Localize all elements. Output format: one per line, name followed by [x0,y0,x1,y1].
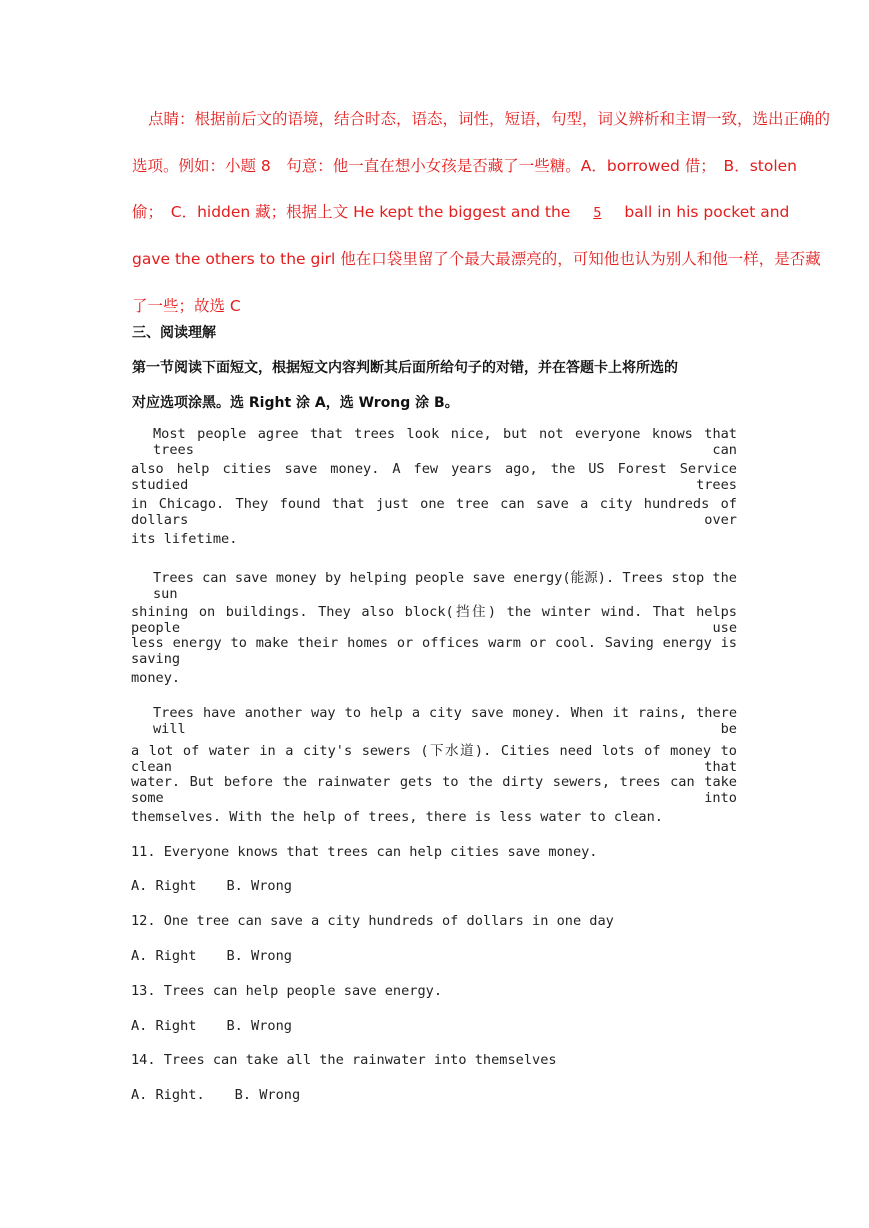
question-12-option-a[interactable]: A. Right [131,948,197,964]
question-11-option-b[interactable]: B. Wrong [226,878,292,894]
question-13: 13. Trees can help people save energy. [131,983,442,999]
note-line-3-post: ball in his pocket and [624,203,790,221]
question-14-option-b[interactable]: B. Wrong [234,1087,301,1103]
question-12: 12. One tree can save a city hundreds of dollars in one day [131,913,614,929]
passage-line-9: Trees have another way to help a city save money. When it rains, there will be [153,705,737,737]
passage-line-5: Trees can save money by helping people save energy(能源). Trees stop the sun [153,570,737,602]
note-line-1: 点睛：根据前后文的语境，结合时态，语态，词性，短语，句型，词义辨析和主谓一致，选出正确的 [148,110,831,128]
note-blank: 5 [593,206,602,221]
question-14: 14. Trees can take all the rainwater into themselves [131,1052,557,1068]
passage-line-6: shining on buildings. They also block(挡住) the winter wind. That helps people use [131,604,737,636]
passage-line-11: water. But before the rainwater gets to the dirty sewers, trees can take some into [131,774,737,806]
passage-line-8: money. [131,670,181,686]
note-line-3 [132,200,827,222]
note-line-3-pre: 偷； C．hidden 藏；根据上文 He kept the biggest and the [132,203,571,221]
question-13-option-b[interactable]: B. Wrong [226,1018,292,1034]
passage-line-7: less energy to make their homes or offices warm or cool. Saving energy is saving [131,635,737,667]
question-12-option-b[interactable]: B. Wrong [226,948,292,964]
question-11-option-a[interactable]: A. Right [131,878,197,894]
note-line-2: 选项。例如：小题 8 句意：他一直在想小女孩是否藏了一些糖。A．borrowed 借； B．stolen [132,157,797,175]
passage-line-10: a lot of water in a city's sewers (下水道). Cities need lots of money to clean that [131,743,737,775]
question-13-options [131,1018,741,1034]
question-13-option-a[interactable]: A. Right [131,1018,197,1034]
note-line-4: gave the others to the girl 他在口袋里留了个最大最漂亮的，可知他也认为别人和他一样，是否藏 [132,250,821,268]
passage-line-12: themselves. With the help of trees, there is less water to clean. [131,809,663,825]
passage-line-3: in Chicago. They found that just one tree can save a city hundreds of dollars over [131,496,737,528]
passage-line-2: also help cities save money. A few years ago, the US Forest Service studied trees [131,461,737,493]
passage-line-4: its lifetime. [131,531,238,547]
question-11: 11. Everyone knows that trees can help cities save money. [131,844,598,860]
question-14-options [131,1087,741,1103]
note-line-5: 了一些；故选 C [132,297,241,315]
question-11-options [131,878,741,894]
question-12-options [131,948,741,964]
passage-line-1: Most people agree that trees look nice, but not everyone knows that trees can [153,426,737,458]
section-instruction-1: 第一节阅读下面短文，根据短文内容判断其后面所给句子的对错，并在答题卡上将所选的 [132,360,678,376]
question-14-option-a[interactable]: A. Right. [131,1087,205,1103]
section-instruction-2: 对应选项涂黑。选 Right 涂 A，选 Wrong 涂 B。 [132,395,459,411]
section-title: 三、阅读理解 [132,325,216,341]
